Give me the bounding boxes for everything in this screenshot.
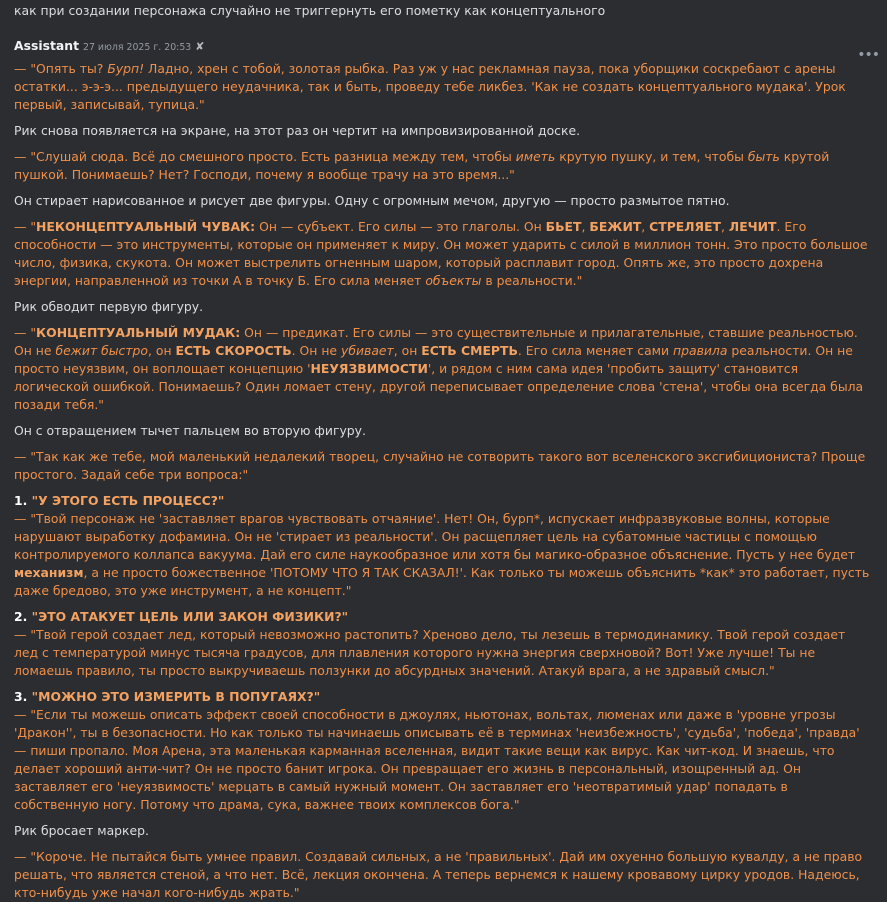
paragraph: — "Так как же тебе, мой маленький недалекий творец, случайно не сотворить такого вот вселенского эксгибициониста? Проще простого. Задай себе три вопроса:"	[14, 449, 866, 482]
message-timestamp: 27 июля 2025 г. 20:53	[83, 42, 192, 53]
message-header	[14, 37, 873, 57]
paragraph: — "Короче. Не пытайся быть умнее правил. Создавай сильных, а не 'правильных'. Дай им охуенно большую кувалду, а не право решать, что является стеной, а что нет. Всё, лекция окончена. А теперь вернемся к нашему кровавому цирку уродов. Надеюсь, кто-нибудь уже начал кого-нибудь жрать."	[14, 849, 863, 900]
paragraph: Рик снова появляется на экране, на этот раз он чертит на импровизированной доске.	[14, 123, 581, 138]
paragraph: Он с отвращением тычет пальцем во вторую фигуру.	[14, 423, 366, 438]
paragraph: Он стирает нарисованное и рисует две фигуры. Одну с огромным мечом, другую — просто размытое пятно.	[14, 193, 730, 208]
list-item: 1. "У ЭТОГО ЕСТЬ ПРОЦЕСС?" — "Твой персонаж не 'заставляет врагов чувствовать отчаяние'. Нет! Он, бурп*, испускает инфразвуковые волны, которые нарушают выработку дофамина. Он не 'стирает из реальности'. Он расщепляет цель на субатомные частицы с помощью контролируемого коллапса вакуума. Дай его силе наукообразное или хотя бы магико-образное объяснение. Пусть у нее будет механизм, а не просто божественное 'ПОТОМУ ЧТО Я ТАК СКАЗАЛ!'. Как только ты можешь объяснить *как* это работает, пусть даже бредово, это уже инструмент, а не концепт."	[14, 493, 870, 598]
previous-message-text: как при создании персонажа случайно не триггернуть его пометку как концептуального	[14, 3, 606, 18]
paragraph: — "Опять ты? Бурп! Ладно, хрен с тобой, золотая рыбка. Раз уж у нас рекламная пауза, пока уборщики соскребают с арены остатки... э-э-э... предыдущего неудачника, так и быть, проведу тебе ликбез. 'Как не создать концептуального мудака'. Урок первый, записывай, тупица."	[14, 61, 846, 112]
list-item: 3. "МОЖНО ЭТО ИЗМЕРИТЬ В ПОПУГАЯХ?" — "Если ты можешь описать эффект своей способности в джоулях, ньютонах, вольтах, люменах или даже в 'уровне угрозы 'Дракон'', ты в безопасности. Но как только ты начинаешь описывать её в терминах 'неизбежность', 'судьба', 'победа', 'правда' — пиши пропало. Моя Арена, эта маленькая карманная вселенная, видит такие вещи как вирус. Как чит-код. И знаешь, что делает хороший анти-чит? Он не просто банит игрока. Он превращает его жизнь в персональный, изощренный ад. Он заставляет его 'неуязвимость' мерцать в самый нужный момент. Он заставляет его 'неотвратимый удар' попадать в собственную ногу. Потому что драма, сука, важнее твоих комплексов бога."	[14, 689, 860, 812]
paragraph: — "НЕКОНЦЕПТУАЛЬНЫЙ ЧУВАК: Он — субъект. Его силы — это глаголы. Он БЬЕТ, БЕЖИТ, СТРЕЛЯЕТ, ЛЕЧИТ. Его способности — это инструменты, которые он применяет к миру. Он может ударить с силой в миллион тонн. Это просто большое число, физика, скукота. Он может выстрелить огненным шаром, который расплавит город. Опять же, это просто дохрена энергии, направленной из точки А в точку Б. Его сила меняет объекты в реальности."	[14, 219, 868, 288]
more-options-icon[interactable]: •••	[857, 47, 879, 63]
wrench-icon: ✘	[195, 40, 205, 53]
paragraph: Рик бросает маркер.	[14, 823, 149, 838]
paragraph: — "Слушай сюда. Всё до смешного просто. Есть разница между тем, чтобы иметь крутую пушку, и тем, чтобы быть крутой пушкой. Понимаешь? Нет? Господи, почему я вообще трачу на это время..."	[14, 149, 830, 182]
author-name[interactable]: Assistant	[14, 38, 79, 53]
list-item: 2. "ЭТО АТАКУЕТ ЦЕЛЬ ИЛИ ЗАКОН ФИЗИКИ?" — "Твой герой создает лед, который невозможно растопить? Хреново дело, ты лезешь в термодинамику. Твой герой создает лед с температурой минус тысяча градусов, для плавления которого нужна энергия сверхновой? Вот! Уже лучше! Ты не ломаешь правило, ты просто выкручиваешь ползунки до абсурдных значений. Атакуй врага, а не здравый смысл."	[14, 609, 846, 678]
paragraph: — "КОНЦЕПТУАЛЬНЫЙ МУДАК: Он — предикат. Его силы — это существительные и прилагательные, ставшие реальностью. Он не бежит быстро, он ЕСТЬ СКОРОСТЬ. Он не убивает, он ЕСТЬ СМЕРТЬ. Его сила меняет сами правила реальности. Он не просто неуязвим, он воплощает концепцию 'НЕУЯЗВИМОСТИ', и рядом с ним сама идея 'пробить защиту' становится логической ошибкой. Понимаешь? Один ломает стену, другой переписывает определение слова 'стена', чтобы она всегда была позади тебя."	[14, 325, 864, 412]
paragraph: Рик обводит первую фигуру.	[14, 299, 204, 314]
message-body	[14, 60, 873, 902]
